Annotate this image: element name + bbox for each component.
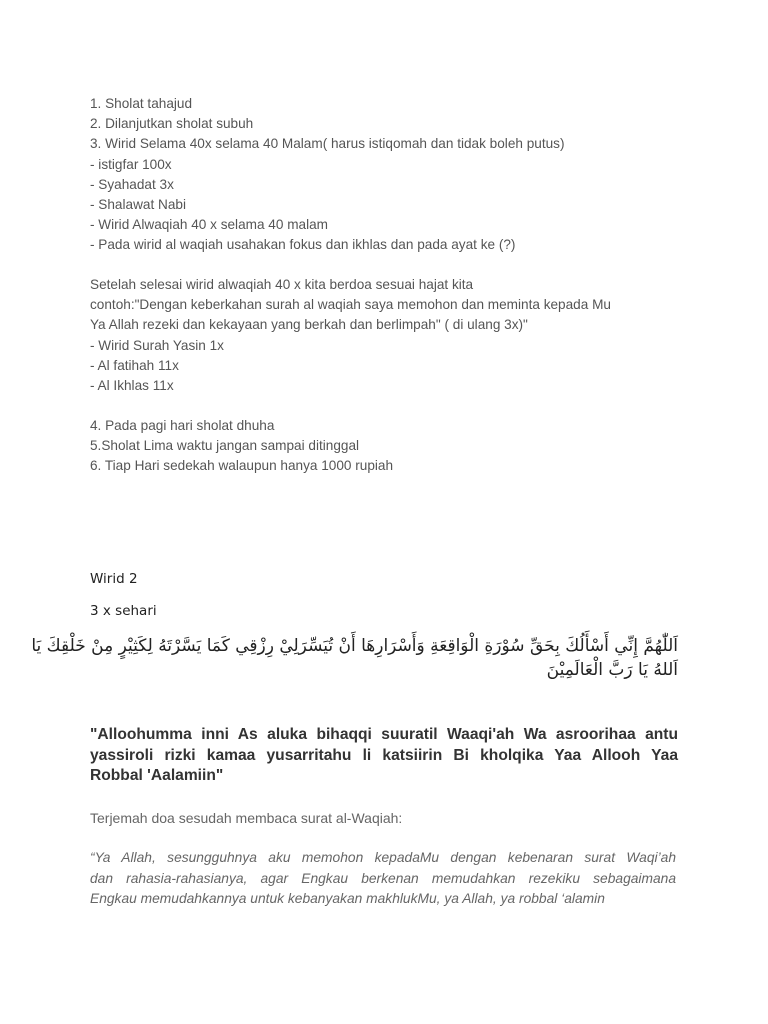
transliteration [90, 725, 678, 787]
prayer-instructions [90, 275, 690, 396]
list-item: Setelah selesai wirid alwaqiah 40 x kita berdoa sesuai hajat kita [90, 277, 474, 292]
list-item: 5.Sholat Lima waktu jangan sampai ditinggal [90, 438, 360, 454]
transliteration-line: "Alloohumma inni As aluka bihaqqi suuratil Waaqi'ah Wa asroorihaa antu [90, 726, 678, 743]
transliteration-line: Robbal 'Aalamiin" [90, 767, 224, 784]
translation-title: Terjemah doa sesudah membaca surat al-Waqiah: [90, 810, 403, 826]
list-item: Ya Allah rezeki dan kekayaan yang berkah dan berlimpah" ( di ulang 3x)" [90, 317, 528, 333]
list-item: - Wirid Alwaqiah 40 x selama 40 malam [90, 217, 328, 233]
list-item: contoh:"Dengan keberkahan surah al waqiah saya memohon dan meminta kepada Mu [90, 297, 611, 313]
list-item: - Wirid Surah Yasin 1x [90, 337, 224, 353]
list-item: - Al fatihah 11x [90, 357, 179, 373]
list-item: - Al Ikhlas 11x [90, 377, 174, 393]
list-item: 3. Wirid Selama 40x selama 40 Malam( harus istiqomah dan tidak boleh putus) [90, 136, 565, 152]
arabic-line: اَللهُ يَا رَبَّ الْعَالَمِيْنَ [546, 660, 678, 680]
list-item: 6. Tiap Hari sedekah walaupun hanya 1000 rupiah [90, 458, 394, 474]
ritual-steps-list [90, 94, 690, 256]
list-item: - istigfar 100x [90, 156, 172, 172]
list-item: 4. Pada pagi hari sholat dhuha [90, 418, 275, 433]
list-item: 1. Sholat tahajud [90, 96, 193, 111]
translation-text [90, 848, 676, 910]
daily-practices-list [90, 416, 690, 477]
arabic-prayer [31, 634, 678, 682]
list-item: - Pada wirid al waqiah usahakan fokus dan ikhlas dan pada ayat ke (?) [90, 237, 516, 253]
list-item: - Shalawat Nabi [90, 196, 186, 212]
list-item: 2. Dilanjutkan sholat subuh [90, 116, 254, 132]
wirid2-frequency: 3 x sehari [90, 603, 157, 619]
translation-line: Engkau memudahkannya untuk kebanyakan makhlukMu, ya Allah, ya robbal ‘alamin [90, 891, 605, 906]
translation-line: dan rahasia-rahasianya, agar Engkau berkenan memudahkan rezekiku sebagaimana [90, 870, 676, 886]
transliteration-line: yassiroli rizki kamaa yusarritahu li katsiirin Bi kholqika Yaa Allooh Yaa [90, 746, 678, 764]
wirid2-heading: Wirid 2 [90, 571, 138, 587]
translation-line: “Ya Allah, sesungguhnya aku memohon kepadaMu dengan kebenaran surat Waqi’ah [90, 850, 676, 865]
list-item: - Syahadat 3x [90, 176, 174, 192]
arabic-line: اَللّٰهُمَّ إِنِّي أَسْأَلُكَ بِحَقِّ سُوْرَةِ الْوَاقِعَةِ وَأَسْرَارِهَا أَنْ تُيَسِّرَلِيْ رِزْقِي كَمَا يَسَّرْتَهُ لِكَثِيْرٍ مِنْ خَلْقِكَ يَا [31, 636, 678, 656]
